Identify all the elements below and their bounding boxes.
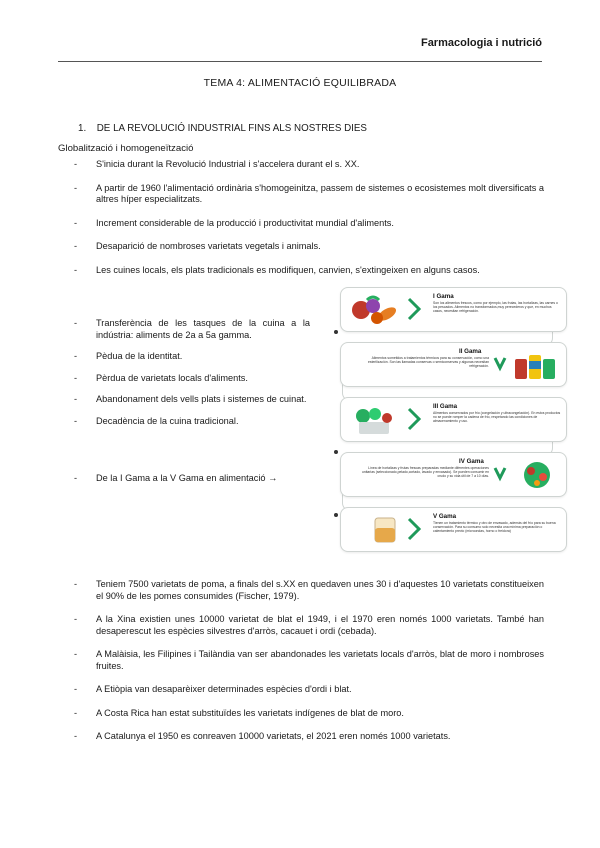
dash-marker: -: [74, 217, 78, 228]
frozen-food-icon: [349, 402, 401, 438]
gama-description: Tienen un tratamiento térmico y otro de envasado, además del frío para su buena conservación. Para su consumo solo necesita una mínima preparación o calentamiento previo (microondas, horno o freidora): [433, 521, 556, 534]
dash-marker: -: [74, 684, 78, 694]
dash-marker: -: [74, 473, 78, 483]
gama-description: Línea de hortalizas y frutas frescas preparadas mediante diferentes operaciones unitarias (seleccionado,pelado,cortado, lavado y envasado). Se pueden consumir en crudo y su vida útil de 7 a 10 días.: [361, 466, 489, 479]
list-item-text: A Etiòpia van desaparèixer determinades espècies d'ordi i blat.: [96, 684, 352, 694]
list-item-text: A partir de 1960 l'alimentació ordinària s'homogeinitza, passem de sistemes o ecosistemes molt diversificats a altres híper especialitzats.: [96, 182, 544, 204]
list-item-text: Decadència de la cuina tradicional.: [96, 415, 239, 426]
document-title: TEMA 4: ALIMENTACIÓ EQUILIBRADA: [203, 77, 397, 89]
list-item-text: A Costa Rica han estat substituïdes les varietats indígenes de blat de moro.: [96, 707, 404, 718]
dash-marker: -: [74, 241, 78, 251]
list-item-text: Pèrdua de varietats locals d'aliments.: [96, 372, 248, 383]
chevron-down-icon: [493, 352, 507, 376]
dash-marker: -: [74, 649, 78, 659]
fresh-produce-icon: [347, 292, 403, 328]
list-item-text: A Catalunya el 1950 es conreaven 10000 varietats, el 2021 eren només 1000 varietats.: [96, 731, 451, 741]
header-rule: [58, 61, 542, 62]
chevron-right-icon: [407, 517, 421, 541]
gama-title: II Gama: [459, 348, 482, 355]
dash-marker: -: [74, 264, 78, 275]
gama-description: Alimentos sometidos a tratamientos térmicos para su conservación, como una esterilización. Son las llamadas conservas o semiconservas y algunas necesitan refrigeración.: [368, 356, 489, 369]
list-item: [66, 159, 544, 171]
list-item: [66, 318, 310, 341]
dash-marker: -: [74, 579, 78, 589]
list-item-text: Transferència de les tasques de la cuina a la indústria: aliments de 2a a 5a gamma.: [96, 318, 310, 340]
gama-title: IV Gama: [459, 458, 484, 465]
gama-card-2: [340, 342, 567, 387]
list-item-text: A la Xina existien unes 10000 varietat de blat el 1949, i el 1970 eren només 1000 varietats. També han desaperescut les espècies silvestres d'arròs, cacauet i ordi (cebada).: [96, 614, 544, 636]
timeline-dot: [334, 513, 338, 517]
gama-card-3: [340, 397, 567, 442]
bullet-list-varieties: [66, 579, 544, 743]
list-item-text: Desaparició de nombroses varietats vegetals i animals.: [96, 241, 321, 251]
gama-intro-list: [66, 473, 310, 485]
dash-marker: -: [74, 731, 78, 741]
list-item-text: A Malàisia, les Filipines i Tailàndia van ser abandonades les varietats locals d'arròs, blat de moro i nombroses fruites.: [96, 649, 544, 671]
list-item: [66, 183, 544, 206]
bullet-list-globalization: [66, 159, 544, 276]
canned-food-icon: [511, 347, 563, 383]
gama-card-5: [340, 507, 567, 552]
subheading: Globalització i homogeneïtzació: [58, 143, 194, 154]
gama-title: III Gama: [433, 403, 458, 410]
chevron-right-icon: [407, 407, 421, 431]
gama-intro-text: De la I Gama a la V Gama en alimentació →: [96, 473, 278, 483]
section-title: DE LA REVOLUCIÓ INDUSTRIAL FINS ALS NOSTRES DIES: [96, 123, 367, 134]
dash-marker: -: [74, 372, 78, 383]
jar-icon: [371, 514, 399, 546]
dash-marker: -: [74, 707, 78, 718]
gama-title: I Gama: [433, 293, 454, 300]
gama-card-1: [340, 287, 567, 332]
list-item-text: S'inicia durant la Revolució Industrial i s'accelera durant el s. XX.: [96, 159, 360, 169]
list-item-text: Pèdua de la identitat.: [96, 351, 183, 361]
salad-icon: [513, 457, 563, 493]
list-item: [66, 351, 310, 363]
list-item: [66, 394, 310, 406]
list-item-text: Les cuines locals, els plats tradicionals es modifiquen, canvien, s'extingeixen en alguns casos.: [96, 264, 480, 275]
list-item: [66, 708, 544, 720]
list-item: [66, 473, 310, 485]
list-item: [66, 218, 544, 230]
dash-marker: -: [74, 415, 78, 426]
section-number: 1.: [78, 123, 87, 134]
chevron-down-icon: [493, 462, 507, 486]
list-item: [66, 579, 544, 602]
dash-marker: -: [74, 182, 78, 193]
dash-marker: -: [74, 394, 78, 404]
gama-card-4: [340, 452, 567, 497]
list-item: [66, 241, 544, 253]
dash-marker: -: [74, 159, 78, 169]
list-item: [66, 373, 310, 385]
list-item-text: Teniem 7500 varietats de poma, a finals del s.XX en quedaven unes 30 i d'aquestes 10 varietats constitueixen el 90% de les pomes consumides (Fischer, 1979).: [96, 579, 544, 601]
list-item: [66, 649, 544, 672]
chevron-right-icon: [407, 297, 421, 321]
dash-marker: -: [74, 318, 78, 328]
list-item: [66, 731, 544, 743]
dash-marker: -: [74, 614, 78, 624]
list-item: [66, 684, 544, 696]
list-item-text: Increment considerable de la producció i productivitat mundial d'aliments.: [96, 217, 394, 228]
header-title: Farmacologia i nutrició: [420, 37, 542, 49]
gama-description: Alimentos conservados por frío (congelación y ultracongelación). En estos productos no se puede romper la cadena de frío, respetando las condiciones de almacenamiento y uso.: [433, 411, 561, 424]
dash-marker: -: [74, 351, 78, 361]
gama-infographic: [332, 283, 570, 551]
gama-title: V Gama: [433, 513, 457, 520]
section-heading: [78, 123, 367, 134]
list-item: [66, 265, 544, 277]
list-item: [66, 416, 310, 428]
timeline-dot: [334, 450, 338, 454]
bullet-list-consequences: [66, 318, 310, 427]
gama-description: Son los alimentos frescos, como por ejemplo, las frutas, las hortalizas, las carnes o los pescados. Alimentos no transformados,muy perecederos y que, en muchos casos, necesitan refrigeración.: [433, 301, 558, 314]
list-item: [66, 614, 544, 637]
list-item-text: Abandonament dels vells plats i sistemes de cuinat.: [96, 394, 307, 404]
timeline-dot: [334, 330, 338, 334]
